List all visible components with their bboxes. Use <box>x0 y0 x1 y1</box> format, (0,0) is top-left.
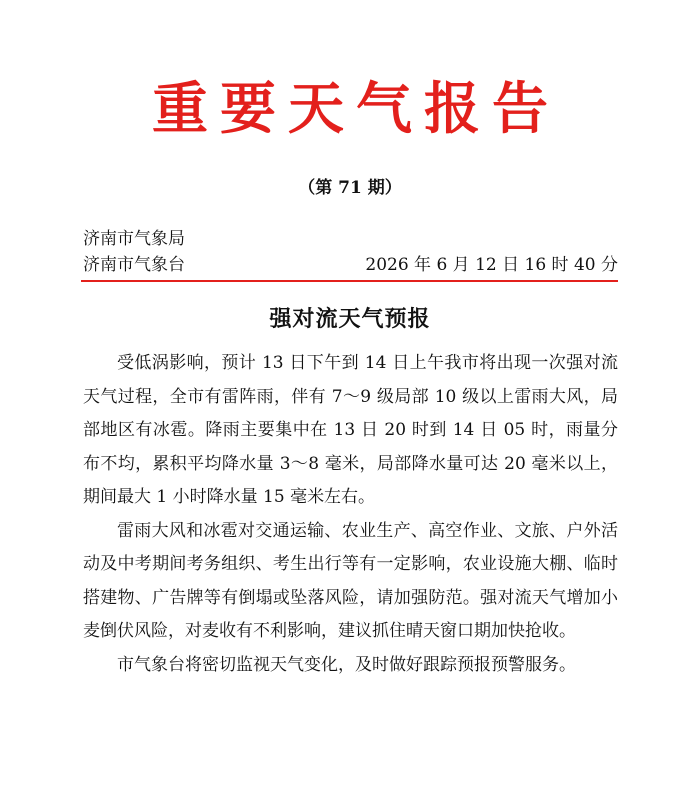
issue-number: （第 71 期） <box>298 178 402 198</box>
issuer-row <box>83 252 618 278</box>
red-divider-line <box>81 280 618 282</box>
issuer-block <box>83 226 618 278</box>
body-paragraph: 市气象台将密切监视天气变化，及时做好跟踪预报预警服务。 <box>117 654 576 675</box>
issuer-bureau: 济南市气象局 <box>83 229 185 249</box>
body-paragraph: 雷雨大风和冰雹对交通运输、农业生产、高空作业、文旅、户外活动及中考期间考务组织、考生出行等有一定影响，农业设施大棚、临时搭建物、广告牌等有倒塌或坠落风险，请加强防范。强对流天气增加小麦倒伏风险，对麦收有不利影响，建议抓住晴天窗口期加快抢收。 <box>83 520 618 641</box>
body-paragraph: 受低涡影响，预计 13 日下午到 14 日上午我市将出现一次强对流天气过程，全市有雷阵雨，伴有 7～9 级局部 10 级以上雷雨大风，局部地区有冰雹。降雨主要集中在 13 日 20 时到 14 日 05 时，雨量分布不均，累积平均降水量 3～8 毫米，局部降水量可达 20 毫米以上，期间最大 1 小时降水量 15 毫米左右。 <box>83 353 618 507</box>
report-masthead-title: 重要天气报告 <box>152 76 560 142</box>
article-body <box>83 347 618 682</box>
issuer-observatory: 济南市气象台 <box>83 255 185 275</box>
issue-datetime: 2026 年 6 月 12 日 16 时 40 分 <box>365 255 618 275</box>
article-headline: 强对流天气预报 <box>269 306 431 332</box>
